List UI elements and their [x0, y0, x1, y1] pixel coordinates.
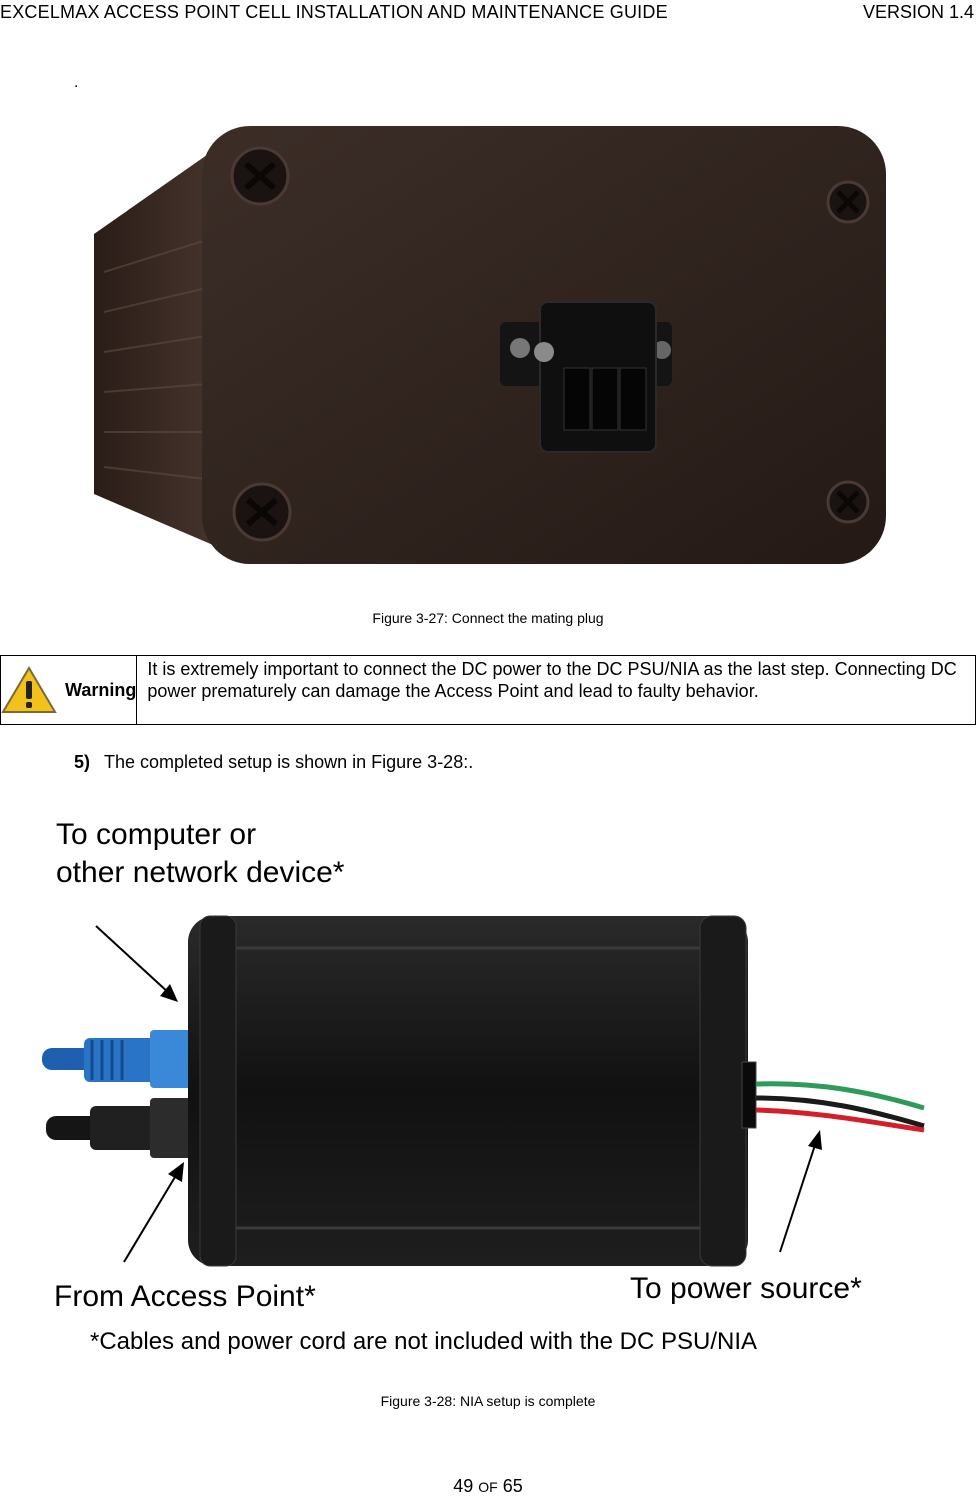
- warning-triangle-icon: [1, 665, 57, 715]
- step-item: [74, 752, 473, 773]
- label-to-computer-line1: To computer or: [56, 818, 257, 851]
- figure-caption: Figure 3-27: Connect the mating plug: [372, 610, 604, 626]
- warning-text: It is extremely important to connect the DC power to the DC PSU/NIA as the last step. Connecting DC power prematurely can damage the Access Point and lead to faulty behavior.: [147, 659, 957, 701]
- warning-label: Warning: [65, 679, 137, 700]
- label-from-access-point: From Access Point*: [54, 1280, 316, 1313]
- screw-icon: [828, 182, 868, 222]
- screw-icon: [232, 148, 288, 204]
- label-to-computer-line2: other network device*: [56, 856, 345, 889]
- screw-icon: [828, 482, 868, 522]
- figure-caption: Figure 3-28: NIA setup is complete: [380, 1393, 596, 1409]
- blue-network-cable: [42, 1030, 196, 1088]
- step-text: The completed setup is shown in Figure 3-28:.: [104, 752, 474, 772]
- label-to-power-source: To power source*: [630, 1272, 862, 1305]
- arrow-icon: [780, 1130, 822, 1252]
- screw-icon: [234, 484, 290, 540]
- arrow-icon: [124, 1162, 184, 1262]
- stray-mark: .: [74, 74, 79, 91]
- document-version: VERSION 1.4: [862, 2, 974, 22]
- arrow-icon: [96, 926, 178, 1002]
- warning-label-cell: [1, 656, 137, 724]
- warning-box: [0, 655, 976, 725]
- black-network-cable: [46, 1098, 196, 1158]
- setup-figure: [0, 812, 976, 1372]
- step-number: 5): [74, 752, 91, 772]
- cables-note: *Cables and power cord are not included with the DC PSU/NIA: [90, 1328, 758, 1355]
- enclosure-photo: [84, 122, 890, 568]
- document-title: EXCELMAX ACCESS POINT CELL INSTALLATION AND MAINTENANCE GUIDE: [0, 2, 668, 22]
- page-number: 49 OF 65: [453, 1476, 523, 1496]
